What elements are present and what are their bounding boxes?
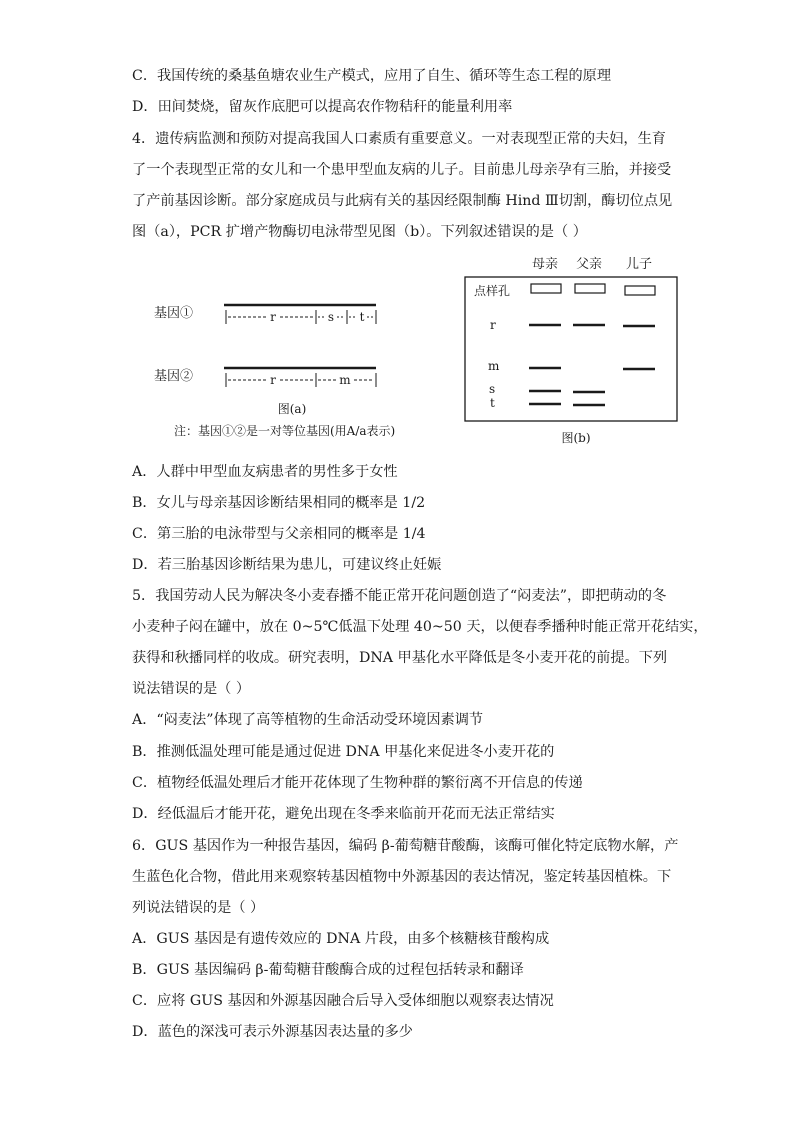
figure-b-caption: 图(b) [561,431,591,445]
figure-a-note: 注：基因①②是一对等位基因(用A/a表示) [174,424,396,438]
q6-option-c: C．应将 GUS 基因和外源基因融合后导入受体细胞以观察表达情况 [132,993,554,1009]
q5-option-b: B．推测低温处理可能是通过促进 DNA 甲基化来促进冬小麦开花的 [132,744,555,760]
well-mother [531,284,561,293]
q4-stem-line-1: 4．遗传病监测和预防对提高我国人口素质有重要意义。一对表现型正常的夫妇，生育 [132,131,666,147]
q4-option-c: C．第三胎的电泳带型与父亲相同的概率是 1/4 [132,526,426,542]
q6-option-b: B．GUS 基因编码 β-葡萄糖苷酸酶合成的过程包括转录和翻译 [132,962,524,978]
q5-stem-line-2: 小麦种子闷在罐中，放在 0~5℃低温下处理 40~50 天，以便春季播种时能正常开花结实， [132,619,708,635]
q4-stem-line-3: 了产前基因诊断。部分家庭成员与此病有关的基因经限制酶 Hind Ⅲ切割，酶切位点见 [132,193,673,209]
q6-option-d: D．蓝色的深浅可表示外源基因表达量的多少 [132,1024,413,1040]
q6-stem-line-3: 列说法错误的是（ ） [132,900,265,916]
q5-option-d: D．经低温后才能开花，避免出现在冬季来临前开花而无法正常结实 [132,806,555,822]
q5-stem-line-3: 获得和秋播同样的收成。研究表明，DNA 甲基化水平降低是冬小麦开花的前提。下列 [132,650,668,666]
gene2-label: 基因② [154,369,194,384]
gene1-segment-t: t [359,310,365,324]
band-label-m: m [488,359,500,373]
q5-option-c: C．植物经低温处理后才能开花体现了生物种群的繁衍离不开信息的传递 [132,775,583,791]
q4-stem-line-4: 图（a），PCR 扩增产物酶切电泳带型见图（b）。下列叙述错误的是（ ） [132,224,587,240]
gene2-segment-r: r [270,373,276,387]
figure-a [140,285,430,445]
gene1-segment-r: r [270,310,276,324]
band-label-t: t [490,396,495,410]
gene1-segment-s: s [327,310,335,324]
q3-option-d: D．田间焚烧，留灰作底肥可以提高农作物秸秆的能量利用率 [132,99,513,115]
q4-option-d: D．若三胎基因诊断结果为患儿，可建议终止妊娠 [132,557,442,573]
q6-stem-line-2: 生蓝色化合物，借此用来观察转基因植物中外源基因的表达情况，鉴定转基因植株。下 [132,869,672,885]
gel-frame [465,277,677,421]
q6-stem-line-1: 6．GUS 基因作为一种报告基因，编码 β-葡萄糖苷酸酶，该酶可催化特定底物水解，产 [132,838,679,854]
q3-option-c: C．我国传统的桑基鱼塘农业生产模式，应用了自生、循环等生态工程的原理 [132,68,612,84]
well-father [575,284,605,293]
well-son [625,286,655,295]
column-son: 儿子 [625,257,653,272]
q4-option-b: B．女儿与母亲基因诊断结果相同的概率是 1/2 [132,495,426,511]
column-father: 父亲 [575,257,603,272]
q4-option-a: A．人群中甲型血友病患者的男性多于女性 [132,464,398,480]
q5-stem-line-4: 说法错误的是（ ） [132,681,251,697]
q5-option-a: A．“闷麦法”体现了高等植物的生命活动受环境因素调节 [132,712,484,728]
figure-b [460,252,690,450]
q5-stem-line-1: 5．我国劳动人民为解决冬小麦春播不能正常开花问题创造了“闷麦法”，即把萌动的冬 [132,588,667,604]
well-label: 点样孔 [474,284,511,298]
q4-stem-line-2: 了一个表现型正常的女儿和一个患甲型血友病的儿子。目前患儿母亲孕有三胎，并接受 [132,162,672,178]
band-label-r: r [490,318,496,332]
band-label-s: s [489,382,496,396]
gene1-label: 基因① [154,306,194,321]
q6-option-a: A．GUS 基因是有遗传效应的 DNA 片段，由多个核糖核苷酸构成 [132,931,550,947]
figure-a-caption: 图(a) [277,402,307,416]
gene2-segment-m: m [339,373,351,387]
column-mother: 母亲 [531,257,559,272]
